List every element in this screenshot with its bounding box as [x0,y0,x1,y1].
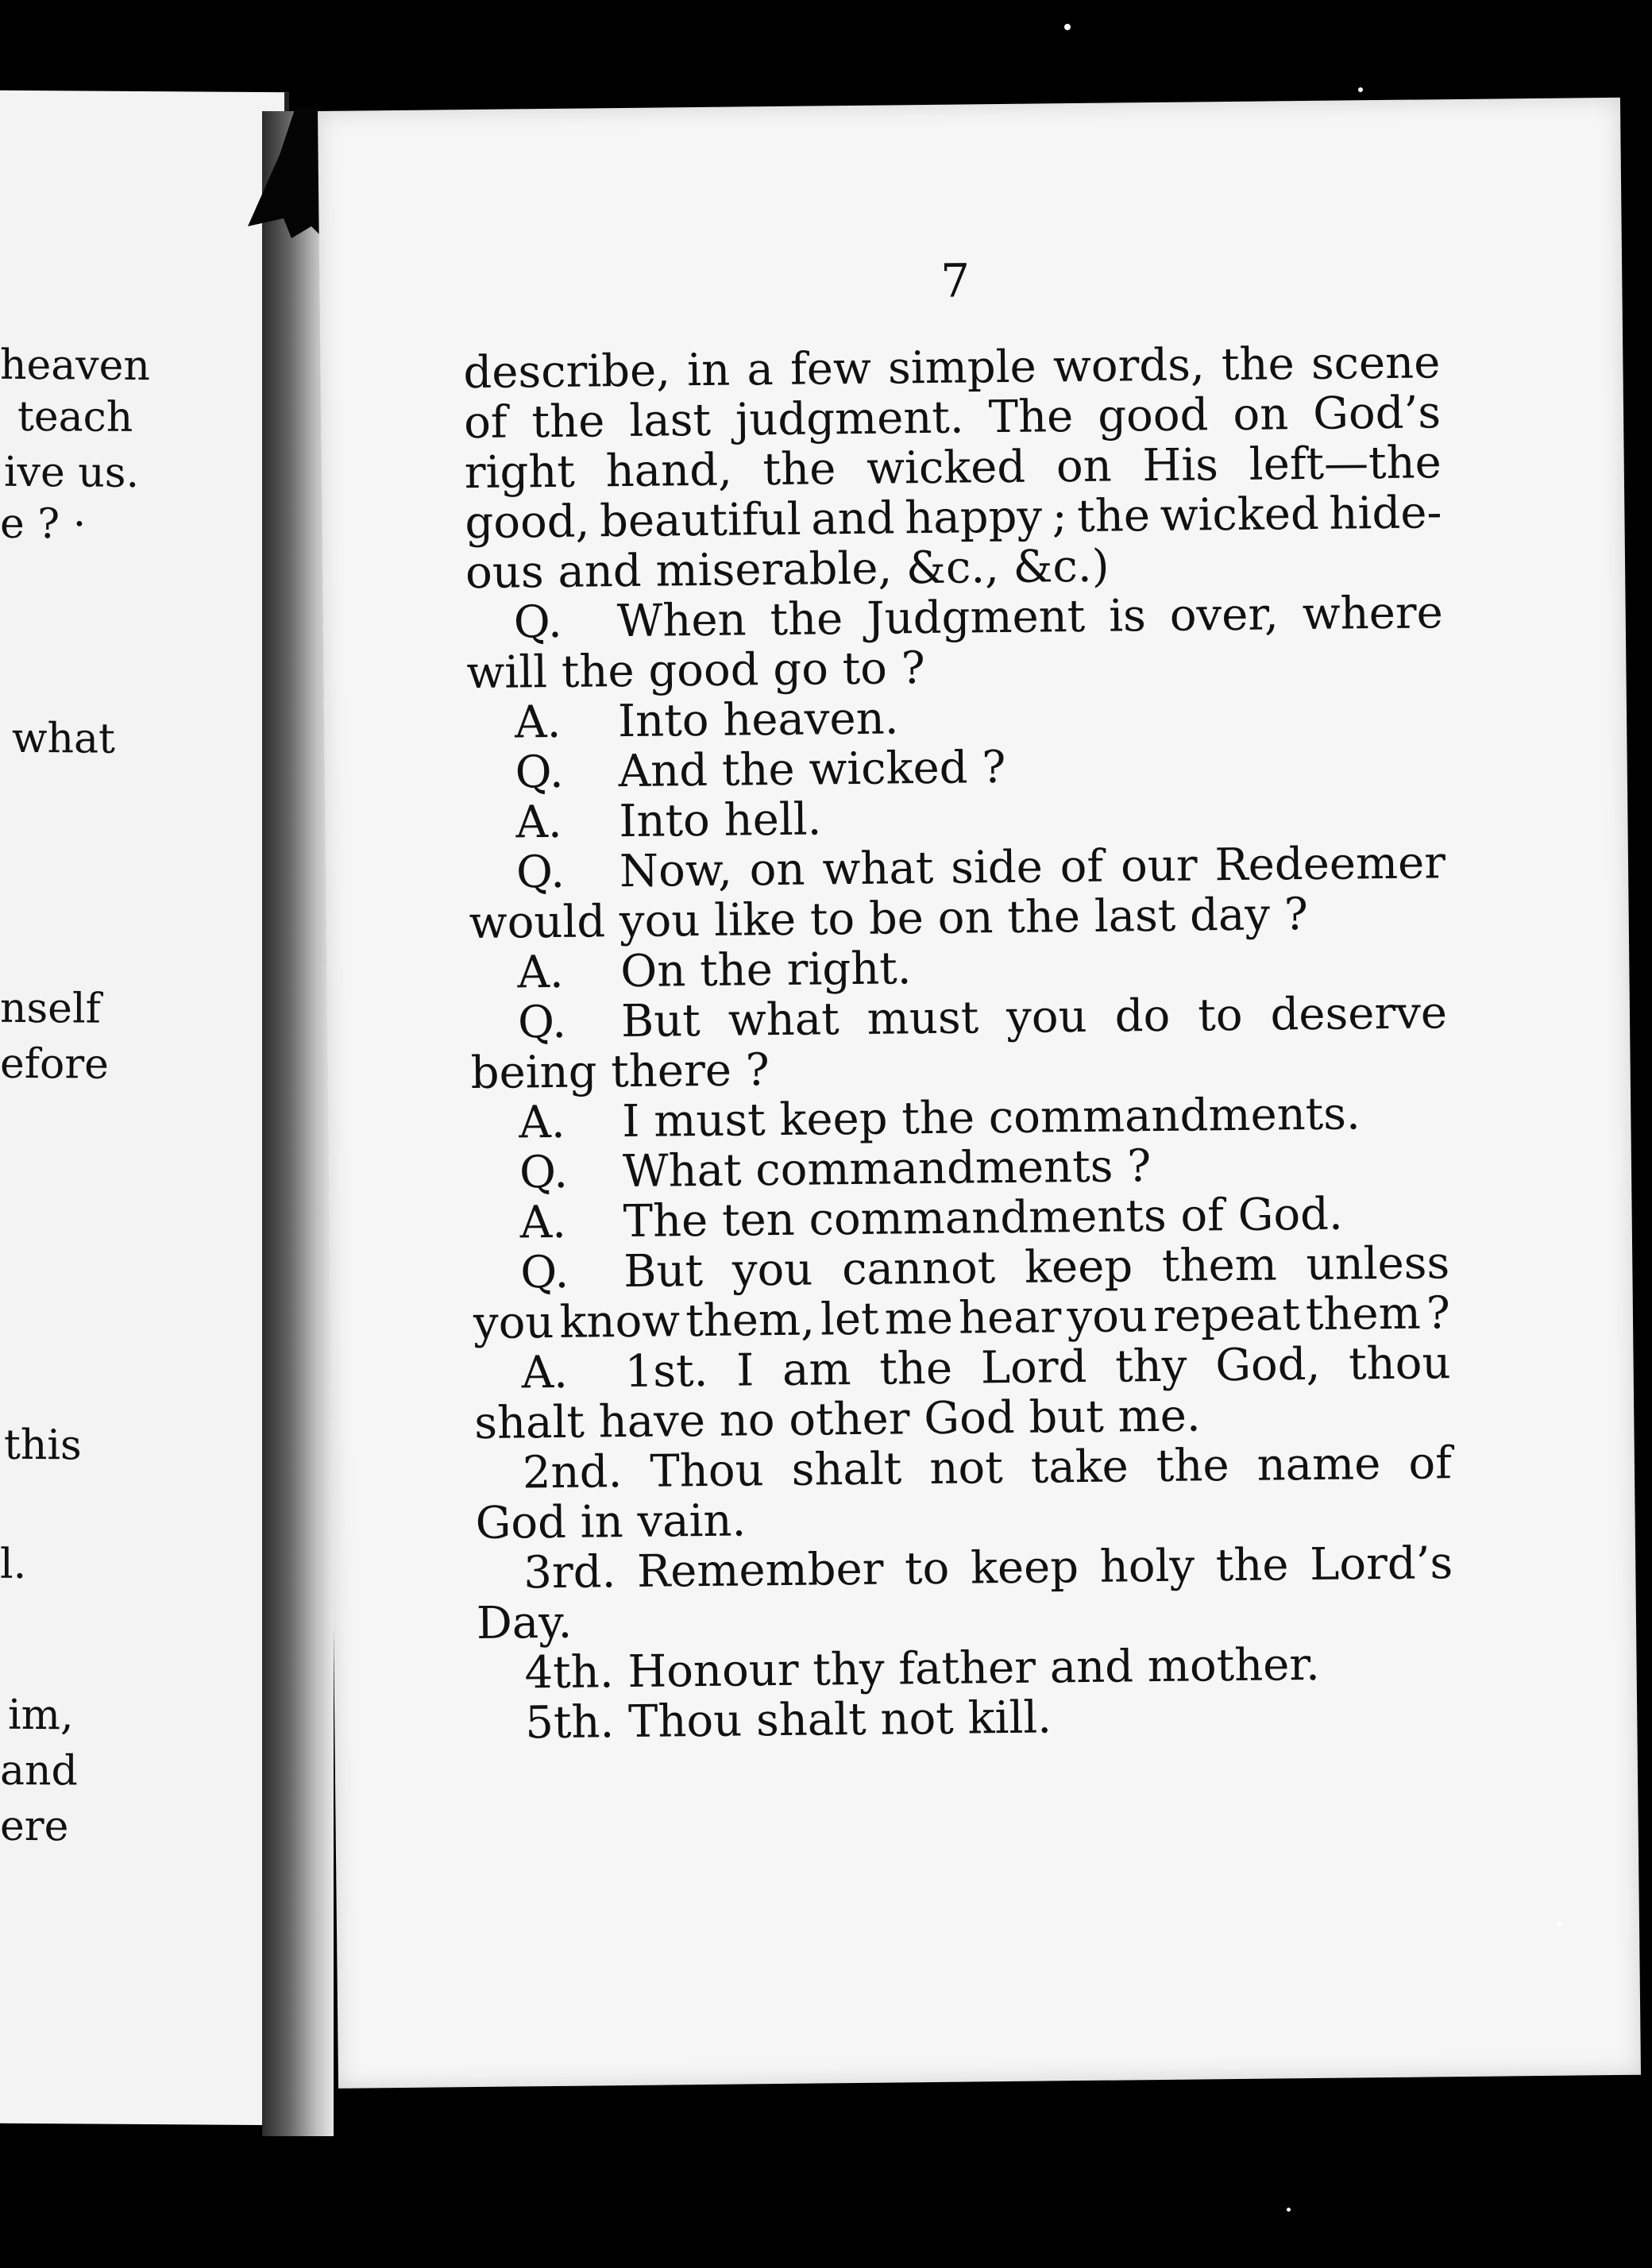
word: side [950,841,1044,894]
word: 1st. [624,1344,708,1398]
line-words [523,1438,1453,1498]
left-fragment: ere [0,1802,69,1851]
word: left—the [1249,437,1442,491]
word: deserve [1270,987,1448,1041]
line-words [616,588,1443,646]
word: Redeemer [1214,837,1446,892]
word: hear [958,1291,1062,1344]
text-line [476,1538,1453,1599]
word: unless [1306,1237,1450,1291]
left-fragment: l. [0,1540,27,1588]
left-facing-page [0,91,289,2126]
word: on [1233,388,1289,441]
word: ? [1426,1287,1451,1340]
line-words [624,1338,1451,1397]
word: thou [1348,1337,1451,1390]
word: ; [1052,491,1067,543]
text-line [470,988,1448,1048]
word: the [1215,1539,1289,1592]
word: 3rd. [523,1546,616,1599]
word: scene [1310,337,1441,390]
word: thy [1114,1340,1187,1393]
word: on [1056,440,1113,493]
word: Lord [980,1340,1087,1394]
line-text: being there ? [470,1044,770,1100]
text-line [469,888,1446,948]
word: in [686,344,731,397]
line-words [620,838,1446,897]
line-text: would you like to be on the last day ? [469,889,1309,950]
word: God’s [1312,387,1442,440]
word: holy [1099,1540,1195,1593]
word: But [620,995,701,1048]
word: hide- [1329,487,1442,540]
word: words, [1052,339,1206,393]
qa-label: Q. [515,746,564,799]
word: I [735,1344,755,1397]
line-text: Into hell. [619,793,822,848]
word: what [822,842,934,896]
left-fragment: im, [8,1691,74,1740]
text-line [471,1088,1449,1148]
qa-label: A. [521,1346,569,1399]
word: not [929,1442,1004,1495]
word: shalt [791,1443,902,1496]
line-text: 4th. Honour thy father and mother. [524,1638,1321,1699]
word: them [1305,1287,1422,1341]
line-text: On the right. [620,943,912,998]
page-text [463,338,1454,1749]
word: know [559,1295,681,1348]
word: repeat [1152,1289,1301,1343]
qa-label: A. [514,696,562,749]
word: cannot [841,1242,996,1296]
word: His [1142,439,1219,492]
line-text: God in vain. [475,1495,747,1550]
line-text: will the good go to ? [466,642,926,700]
qa-label: A. [517,946,564,999]
word: am [782,1344,851,1396]
word: God, [1214,1338,1321,1392]
word: let [820,1293,879,1346]
word: and [810,492,895,546]
qa-label: A. [519,1196,567,1249]
qa-label: Q. [517,996,567,1049]
word: you [731,1244,813,1297]
text-line [475,1438,1453,1498]
word: them, [685,1294,816,1348]
word: of [1060,840,1104,893]
word: wicked [866,441,1026,495]
word: the [1156,1440,1229,1493]
word: Now, [619,844,733,898]
word: good, [465,496,590,550]
qa-label: Q. [519,1146,569,1199]
word: on [749,843,805,897]
text-line [465,488,1442,548]
qa-label: A. [515,796,562,849]
line-words [523,1538,1453,1598]
qa-label: Q. [519,1246,569,1299]
word: me [884,1292,954,1345]
line-text: The ten commandments of God. [623,1188,1344,1248]
line-text: Into heaven. [617,692,899,748]
word: where [1302,587,1444,641]
word: the [531,395,605,449]
left-fragment: this [4,1421,82,1470]
word: keep [970,1541,1079,1595]
word: is [1108,590,1147,642]
word: you [1005,990,1087,1043]
word: wicked [1160,488,1320,542]
word: describe, [463,345,671,399]
line-text: And the wicked ? [618,741,1006,798]
word: few [789,342,872,395]
word: the [1221,338,1295,392]
line-text: 5th. Thou shalt not kill. [524,1691,1052,1749]
word: our [1120,839,1198,893]
text-line [477,1688,1455,1749]
word: over, [1169,588,1280,642]
qa-label: Q. [515,846,565,899]
left-fragment: e ? · [0,499,87,549]
left-fragment: heaven [0,341,150,391]
text-line [465,588,1443,648]
word: 2nd. [522,1446,623,1499]
word: a [747,344,774,396]
word: keep [1024,1240,1133,1294]
word: the [770,593,843,646]
word: of [463,396,508,449]
left-fragment: and [0,1746,78,1796]
word: last [629,394,712,447]
word: Judgment [866,590,1086,645]
left-fragment: teach [17,392,133,442]
word: what [728,993,840,1047]
line-words [621,988,1448,1047]
text-line [473,1338,1451,1398]
qa-label: A. [519,1096,565,1149]
line-text: Day. [476,1596,573,1650]
word: do [1114,989,1171,1043]
line-text: shalt have no other God but me. [473,1390,1201,1450]
word: Lord’s [1309,1537,1453,1591]
word: must [867,992,979,1045]
word: But [623,1245,704,1298]
word: right [464,446,576,499]
line-text: What commandments ? [622,1140,1152,1198]
word: of [1408,1437,1453,1490]
word: name [1256,1438,1381,1491]
word: judgment. [735,392,964,446]
word: hand, [605,444,733,498]
word: the [762,443,836,496]
word: you [1067,1290,1148,1344]
word: to [1197,989,1243,1042]
left-fragment: ive us. [4,448,140,497]
word: to [904,1542,950,1595]
left-fragment: nself [0,984,101,1033]
text-line [477,1638,1454,1699]
word: Remember [636,1543,884,1598]
word: take [1030,1441,1129,1494]
word: good [1097,389,1209,442]
word: beautiful [599,493,801,548]
line-text: ous and miserable, &c., &c.) [465,540,1110,600]
word: the [1076,490,1151,543]
line-text: I must keep the commandments. [622,1088,1361,1148]
word: the [879,1342,953,1395]
left-fragment: what [12,714,115,763]
word: you [473,1296,554,1350]
word: simple [887,341,1037,395]
word: happy [904,491,1043,545]
qa-label: Q. [513,596,563,649]
page-number: 7 [940,253,971,308]
line-words [465,488,1442,548]
word: When [616,594,747,648]
word: Thou [650,1444,764,1498]
left-fragment: efore [0,1040,109,1089]
word: The [988,391,1074,444]
book-page [318,98,1641,2089]
word: them [1161,1239,1278,1292]
